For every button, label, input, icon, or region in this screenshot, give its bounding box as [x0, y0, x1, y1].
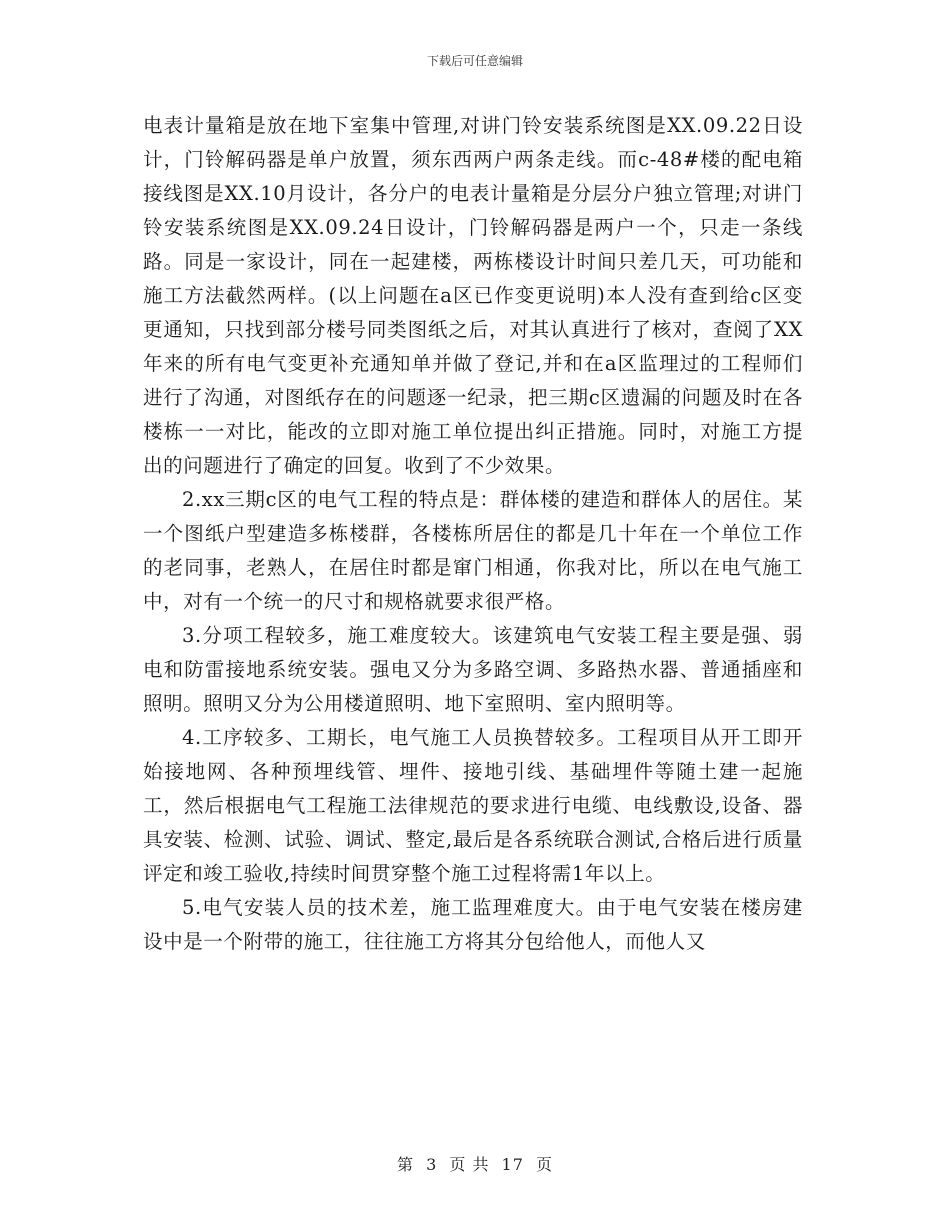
page-footer — [0, 1152, 950, 1175]
document-body — [143, 109, 803, 959]
paragraph: 4.工序较多、工期长，电气施工人员换替较多。工程项目从开工即开始接地网、各种预埋线管、埋件、接地引线、基础埋件等随土建一起施工，然后根据电气工程施工法律规范的要求进行电缆、电线敷设,设备、器具安装、检测、试验、调试、整定,最后是各系统联合测试,合格后进行质量评定和竣工验收,持续时间贯穿整个施工过程将需1年以上。 — [143, 726, 803, 885]
footer-prefix: 第 — [396, 1155, 414, 1174]
current-page-number: 3 — [426, 1155, 438, 1174]
paragraph: 5.电气安装人员的技术差，施工监理难度大。由于电气安装在楼房建设中是一个附带的施工，往往施工方将其分包给他人，而他人又 — [143, 896, 803, 953]
total-pages-number: 17 — [501, 1155, 524, 1174]
paragraph: 2.xx三期c区的电气工程的特点是：群体楼的建造和群体人的居住。某一个图纸户型建造多栋楼群，各楼栋所居住的都是几十年在一个单位工作的老同事，老熟人，在居住时都是窜门相通，你我对比，所以在电气施工中，对有一个统一的尺寸和规格就要求很严格。 — [143, 488, 803, 613]
paragraph: 电表计量箱是放在地下室集中管理,对讲门铃安装系统图是XX.09.22日设计，门铃解码器是单户放置，须东西两户两条走线。而c-48#楼的配电箱接线图是XX.10月设计，各分户的电表计量箱是分层分户独立管理;对讲门铃安装系统图是XX.09.24日设计，门铃解码器是两户一个，只走一条线路。同是一家设计，同在一起建楼，两栋楼设计时间只差几天，可功能和施工方法截然两样。(以上问题在a区已作变更说明)本人没有查到给c区变更通知，只找到部分楼号同类图纸之后，对其认真进行了核对，查阅了XX年来的所有电气变更补充通知单并做了登记,并和在a区监理过的工程师们进行了沟通，对图纸存在的问题逐一纪录，把三期c区遗漏的问题及时在各楼栋一一对比，能改的立即对施工单位提出纠正措施。同时，对施工方提出的问题进行了确定的回复。收到了不少效果。 — [143, 114, 803, 477]
footer-suffix: 页 — [536, 1155, 554, 1174]
footer-middle: 页 共 — [449, 1155, 490, 1174]
paragraph: 3.分项工程较多，施工难度较大。该建筑电气安装工程主要是强、弱电和防雷接地系统安装。强电又分为多路空调、多路热水器、普通插座和照明。照明又分为公用楼道照明、地下室照明、室内照明等。 — [143, 624, 803, 715]
page-header: 下载后可任意编辑 — [426, 54, 523, 68]
